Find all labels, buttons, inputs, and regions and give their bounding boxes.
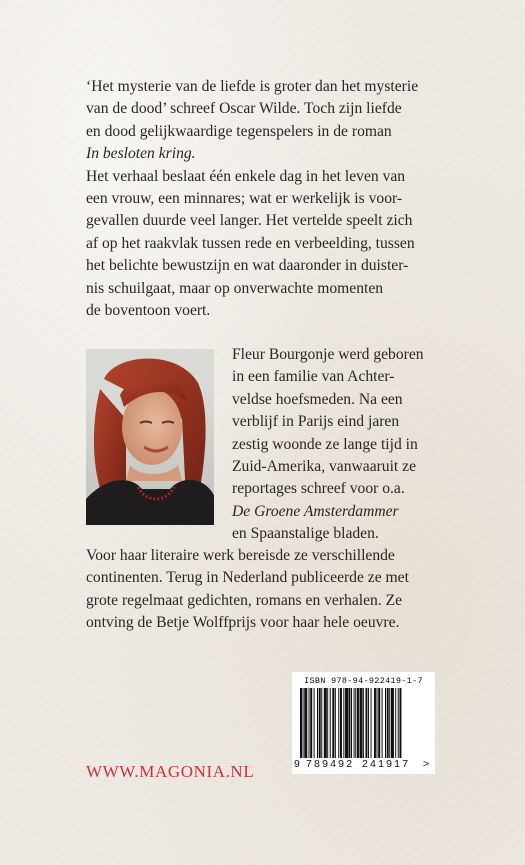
- blurb-line: ‘Het mysterie van de liefde is groter dan het mysterie: [86, 78, 419, 95]
- bio-line: veldse hoefsmeden. Na een: [232, 390, 403, 408]
- bio-line: Fleur Bourgonje werd geboren: [232, 346, 424, 363]
- blurb-line: nis schuilgaat, maar op onverwachte momenten: [86, 279, 384, 297]
- bio-line: zestig woonde ze lange tijd in: [232, 435, 418, 453]
- bio-line: in een familie van Achter-: [232, 368, 395, 386]
- blurb-line: de boventoon voert.: [86, 302, 211, 320]
- publisher-url[interactable]: WWW.MAGONIA.NL: [86, 762, 255, 781]
- magazine-title: De Groene Amsterdammer: [232, 502, 399, 520]
- barcode-digit-group-right: 241917: [362, 758, 411, 770]
- blurb-line: gevallen duurde veel langer. Het vertelde speelt zich: [86, 212, 413, 230]
- barcode-bars: [300, 688, 427, 760]
- bio-line: Voor haar literaire werk bereisde ze verschillende: [86, 547, 395, 564]
- author-photo: [86, 349, 214, 525]
- bio-line: Zuid-Amerika, vanwaaruit ze: [232, 458, 417, 476]
- bio-line: en Spaanstalige bladen.: [232, 525, 379, 543]
- bio-line: verblijf in Parijs eind jaren: [232, 413, 400, 431]
- blurb-line: van de dood’ schreef Oscar Wilde. Toch zijn liefde: [86, 100, 402, 118]
- blurb-text: [86, 76, 418, 322]
- barcode-quiet-zone-mark: >: [423, 758, 430, 770]
- blurb-line: af op het raakvlak tussen rede en verbeelding, tussen: [86, 234, 415, 252]
- bio-line: ontving de Betje Wolffprijs voor haar hele oeuvre.: [86, 614, 400, 632]
- isbn-barcode: [292, 672, 435, 774]
- bio-line: continenten. Terug in Nederland publiceerde ze met: [86, 569, 409, 587]
- blurb-line: een vrouw, een minnares; wat er werkelijk is voor-: [86, 190, 403, 208]
- bio-line: reportages schreef voor o.a.: [232, 480, 405, 498]
- bio-line: grote regelmaat gedichten, romans en verhalen. Ze: [86, 591, 403, 609]
- author-bio-continued: [86, 545, 409, 635]
- isbn-label: ISBN 978-94-922419-1-7: [304, 676, 423, 686]
- blurb-line: Het verhaal beslaat één enkele dag in het leven van: [86, 167, 406, 185]
- blurb-line: het belichte bewustzijn en wat daaronder in duister-: [86, 257, 409, 275]
- barcode-digit-group-left: 789492: [306, 758, 355, 770]
- barcode-digit-lead: 9: [294, 758, 300, 770]
- blurb-line: en dood gelijkwaardige tegenspelers in de roman: [86, 122, 392, 140]
- author-bio-side: [232, 344, 424, 546]
- novel-title: In besloten kring.: [86, 145, 196, 163]
